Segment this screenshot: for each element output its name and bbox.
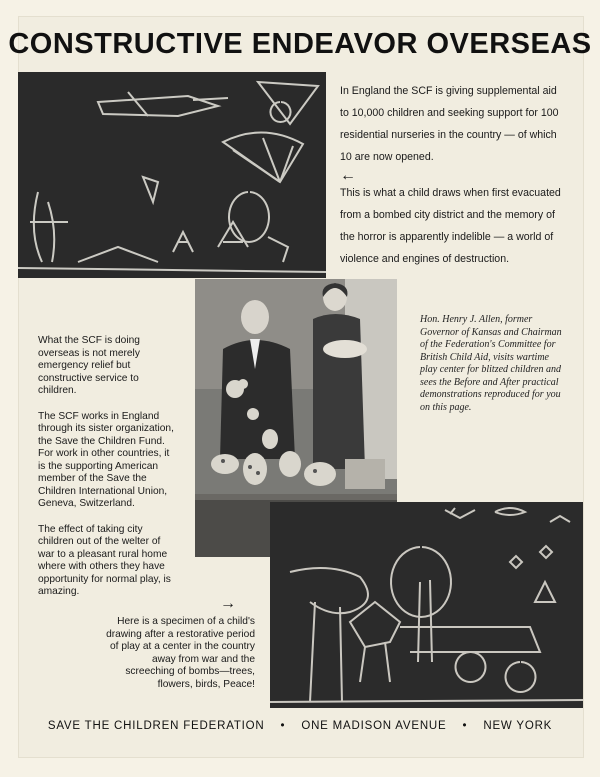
photo-caption: Hon. Henry J. Allen, former Governor of Kansas and Chairman of the Federation's Committee for British Child Aid, visits wartime play center for blitzed children and sees the Before and After practical demonstrations reproduced for you on this page. — [420, 314, 562, 413]
peace-drawing-description: Here is a specimen of a child's drawing after a restorative period of play at a center in the country away from war and the screeching of bombs—trees, flowers, birds, Peace! — [106, 616, 255, 690]
left-paragraph-3: The effect of taking city children out of the welter of war to a pleasant rural home where with others they have opportunity for normal play, is amazing. — [38, 523, 171, 597]
arrow-right-icon: → — [220, 595, 236, 612]
footer-city: NEW YORK — [483, 720, 553, 732]
left-paragraph-1: What the SCF is doing overseas is not merely emergency relief but constructive service to children. — [38, 335, 140, 396]
footer — [0, 720, 600, 732]
war-drawing-description: This is what a child draws when first evacuated from a bombed city district and the memory of the horror is apparently indelible — a world of violence and engines of destruction. — [340, 187, 561, 265]
intro-paragraph: In England the SCF is giving supplemental aid to 10,000 children and seeking support for 100 residential nurseries in the country — of which 10 are now opened. — [340, 85, 559, 163]
footer-separator: • — [280, 720, 286, 732]
page-title: CONSTRUCTIVE ENDEAVOR OVERSEAS — [8, 28, 592, 60]
peace-drawing-image — [270, 502, 583, 708]
arrow-left-icon: ← — [340, 167, 356, 184]
footer-separator: • — [462, 720, 468, 732]
intro-text-block — [340, 80, 568, 270]
footer-org: SAVE THE CHILDREN FEDERATION — [47, 720, 265, 732]
left-column-text — [38, 335, 176, 612]
war-drawing-image — [18, 72, 326, 278]
footer-address: ONE MADISON AVENUE — [301, 720, 447, 732]
left-paragraph-2: The SCF works in England through its sister organization, the Save the Children Fund. For work in other countries, it is the supporting American member of the Save the Children International Union, Geneva, Switzerland. — [38, 410, 174, 509]
